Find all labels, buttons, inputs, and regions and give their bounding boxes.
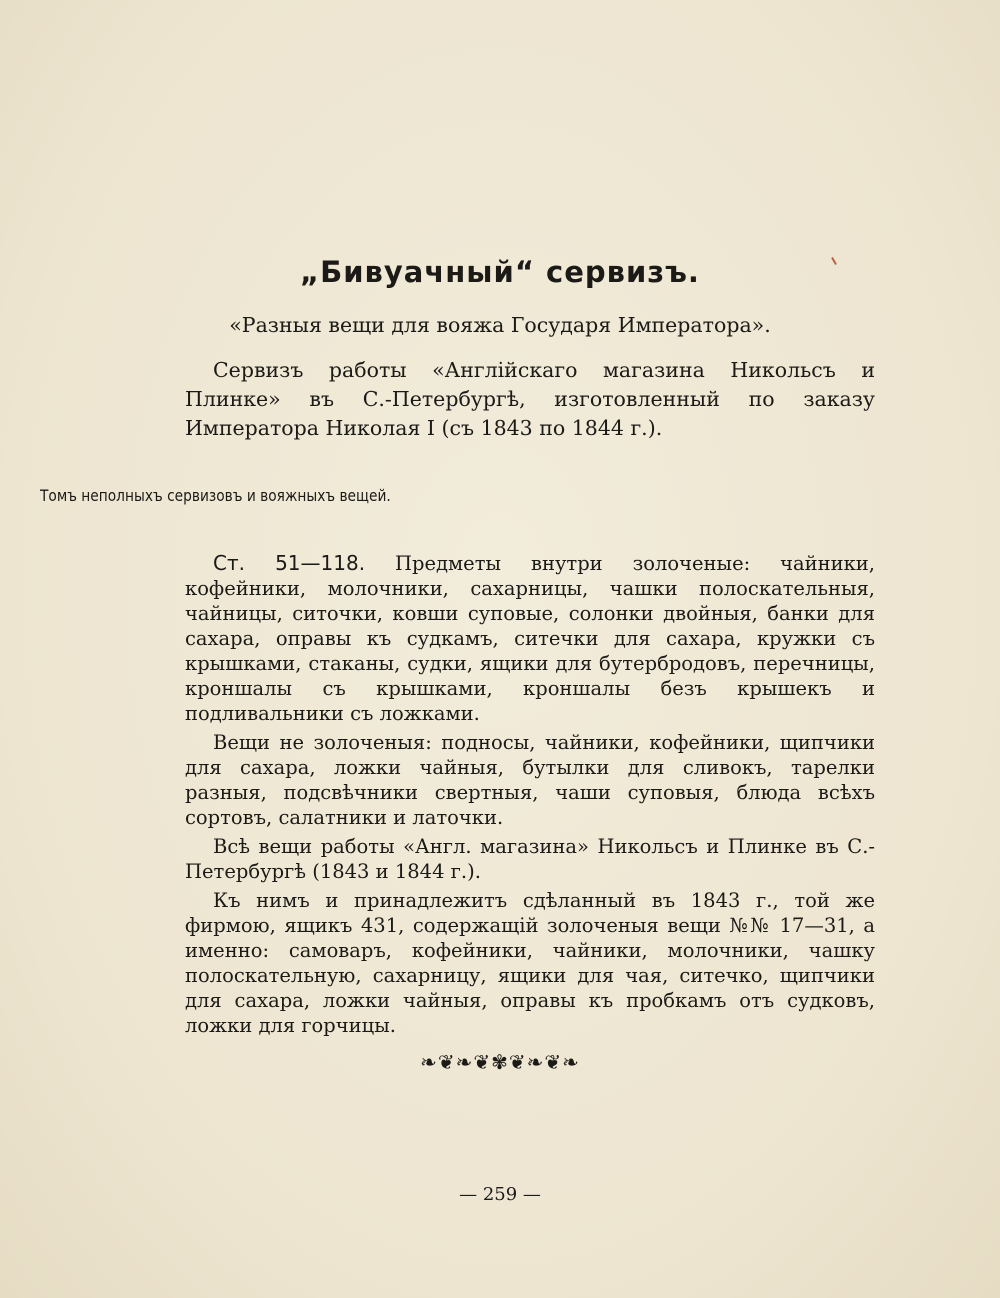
article-paragraph: Всѣ вещи работы «Англ. магазина» Никольсъ и Плинке въ С.-Петербургѣ (1843 и 1844 г.). — [185, 835, 875, 883]
intro-paragraph: Сервизъ работы «Англійскаго магазина Никольсъ и Плинке» въ С.-Петербургѣ, изготовленный по заказу Императора Николая I (съ 1843 по 1844 г.). — [185, 358, 875, 440]
ornament-divider: ❧❦❧❦✾❦❧❦❧ — [420, 1050, 580, 1074]
subtitle: «Разныя вещи для вояжа Государя Императора». — [229, 313, 771, 337]
page-title: „Бивуачный“ сервизъ. — [300, 255, 700, 289]
article-paragraph: Къ нимъ и принадлежитъ сдѣланный въ 1843 г., той же фирмою, ящикъ 431, содержащій золоченыя вещи №№ 17—31, а именно: самоваръ, кофейники, чайники, молочники, чашку полоскательную, сахарницу, ящики для чая, ситечко, щипчики для сахара, ложки чайныя, оправы къ пробкамъ отъ судковъ, ложки для горчицы. — [185, 889, 875, 1037]
article-first-paragraph — [185, 551, 875, 726]
section-note: Томъ неполныхъ сервизовъ и вояжныхъ вещей. — [40, 486, 391, 505]
article-number: Ст. 51—118. — [213, 551, 366, 575]
article-body — [185, 551, 875, 1042]
article-paragraph: Вещи не золоченыя: подносы, чайники, кофейники, щипчики для сахара, ложки чайныя, бутылки для сливокъ, тарелки разныя, подсвѣчники свертныя, чаши суповыя, блюда всѣхъ сортовъ, салатники и латочки. — [185, 731, 875, 829]
page-number: — 259 — — [459, 1184, 541, 1205]
article-lead-text: Предметы внутри золоченые: чайники, кофейники, молочники, сахарницы, чашки полоскательныя, чайницы, ситочки, ковши суповые, солонки двойныя, банки для сахара, оправы къ судкамъ, ситечки для сахара, кружки съ крышками, стаканы, судки, ящики для бутербродовъ, перечницы, кроншалы съ крышками, кроншалы безъ крышекъ и подливальники съ ложками. — [185, 552, 875, 725]
